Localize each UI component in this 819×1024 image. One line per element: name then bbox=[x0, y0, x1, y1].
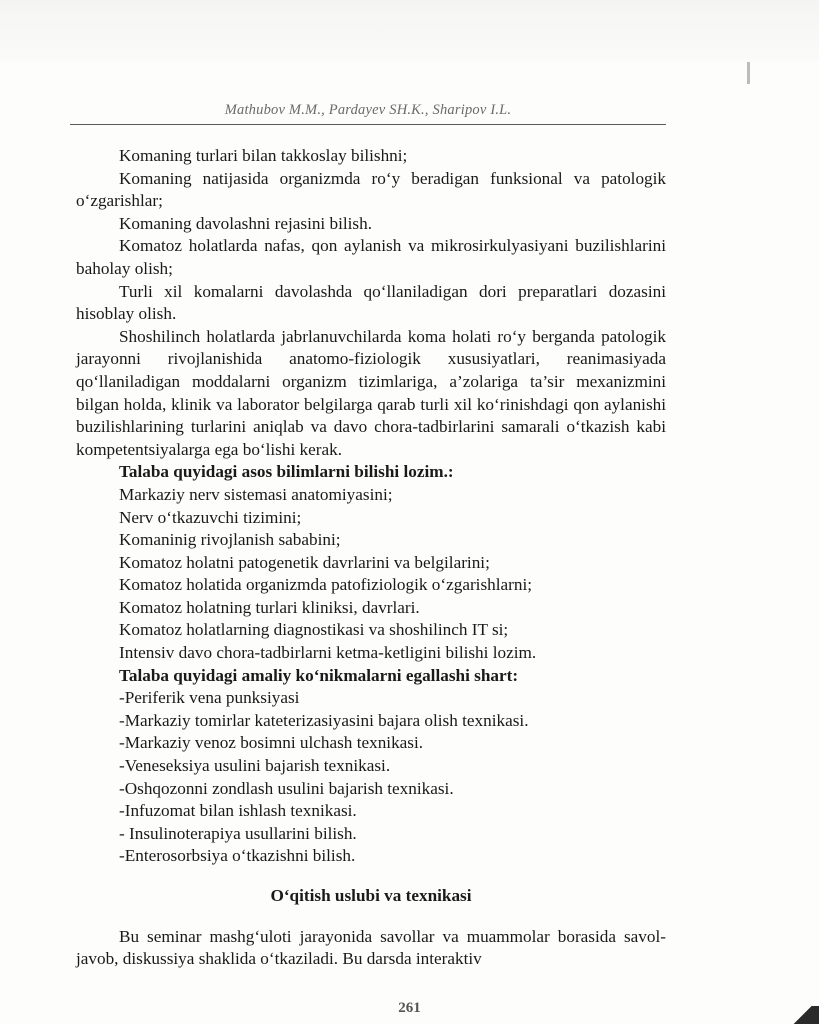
page-content bbox=[76, 145, 666, 971]
skills-item: -Periferik vena punksiyasi bbox=[119, 688, 300, 708]
body-paragraph: Turli xil komalarni davolashda qo‘llaniladigan dori preparatlari dozasini hisoblay olish. bbox=[76, 281, 666, 324]
running-header: Mathubov M.M., Pardayev SH.K., Sharipov I.L. bbox=[224, 102, 512, 118]
knowledge-item: Markaziy nerv sistemasi anatomiyasini; bbox=[119, 484, 393, 504]
knowledge-item: Komatoz holatida organizmda patofiziologik o‘zgarishlarni; bbox=[119, 575, 533, 595]
knowledge-item: Intensiv davo chora-tadbirlarni ketma-ketligini bilishi lozim. bbox=[119, 643, 537, 663]
skills-item: -Infuzomat bilan ishlash texnikasi. bbox=[119, 801, 357, 821]
body-paragraph: Komaning natijasida organizmda ro‘y beradigan funksional va patologik o‘zgarishlar; bbox=[76, 168, 666, 211]
section-heading: O‘qitish uslubi va texnikasi bbox=[270, 886, 472, 905]
body-paragraph: Komaning turlari bilan takkoslay bilishni; bbox=[119, 146, 408, 165]
knowledge-item: Komatoz holatni patogenetik davrlarini va belgilarini; bbox=[119, 552, 490, 572]
skills-item: - Insulinoterapiya usullarini bilish. bbox=[119, 823, 357, 843]
skills-item: -Markaziy venoz bosimni ulchash texnikasi. bbox=[119, 733, 424, 753]
knowledge-item: Nerv o‘tkazuvchi tizimini; bbox=[119, 507, 302, 527]
scan-top-shading bbox=[0, 0, 819, 62]
scan-edge-mark bbox=[747, 62, 750, 84]
body-paragraph: Shoshilinch holatlarda jabrlanuvchilarda koma holati ro‘y berganda patologik jarayonni rivojlanishida anatomo-fiziologik xususiyatlari, reanimasiyada qo‘llaniladigan moddalarni organizm tizimlariga, a’zolariga ta’sir mexanizmini bilgan holda, klinik va laborator belgilarga qarab turli xil ko‘rinishdagi qon aylanishi buzilishlarining turlarini aniqlab va davo chora-tadbirlarini samarali o‘tkazish kabi kompetentsiyalarga ega bo‘lishi kerak. bbox=[76, 326, 666, 459]
skills-item: -Enterosorbsiya o‘tkazishni bilish. bbox=[119, 846, 356, 866]
skills-item: -Oshqozonni zondlash usulini bajarish texnikasi. bbox=[119, 778, 454, 798]
body-paragraph: Bu seminar mashg‘uloti jarayonida savollar va muammolar borasida savol-javob, diskussiya shaklida o‘tkaziladi. Bu darsda interaktiv bbox=[76, 926, 666, 969]
knowledge-item: Komatoz holatlarning diagnostikasi va shoshilinch IT si; bbox=[119, 620, 509, 640]
skills-item: -Markaziy tomirlar kateterizasiyasini bajara olish texnikasi. bbox=[119, 710, 529, 730]
scan-corner-mark bbox=[780, 1006, 819, 1024]
header-rule bbox=[70, 124, 666, 125]
knowledge-heading: Talaba quyidagi asos bilimlarni bilishi lozim.: bbox=[119, 462, 454, 482]
page-number: 261 bbox=[398, 1000, 421, 1016]
body-paragraph: Komaning davolashni rejasini bilish. bbox=[119, 213, 373, 233]
knowledge-item: Komatoz holatning turlari kliniksi, davrlari. bbox=[119, 597, 420, 617]
body-paragraph: Komatoz holatlarda nafas, qon aylanish va mikrosirkulyasiyani buzilishlarini baholay olish; bbox=[76, 236, 666, 278]
skills-heading: Talaba quyidagi amaliy ko‘nikmalarni egallashi shart: bbox=[119, 665, 519, 685]
skills-item: -Veneseksiya usulini bajarish texnikasi. bbox=[119, 756, 391, 776]
knowledge-item: Komaninig rivojlanish sababini; bbox=[119, 530, 341, 550]
